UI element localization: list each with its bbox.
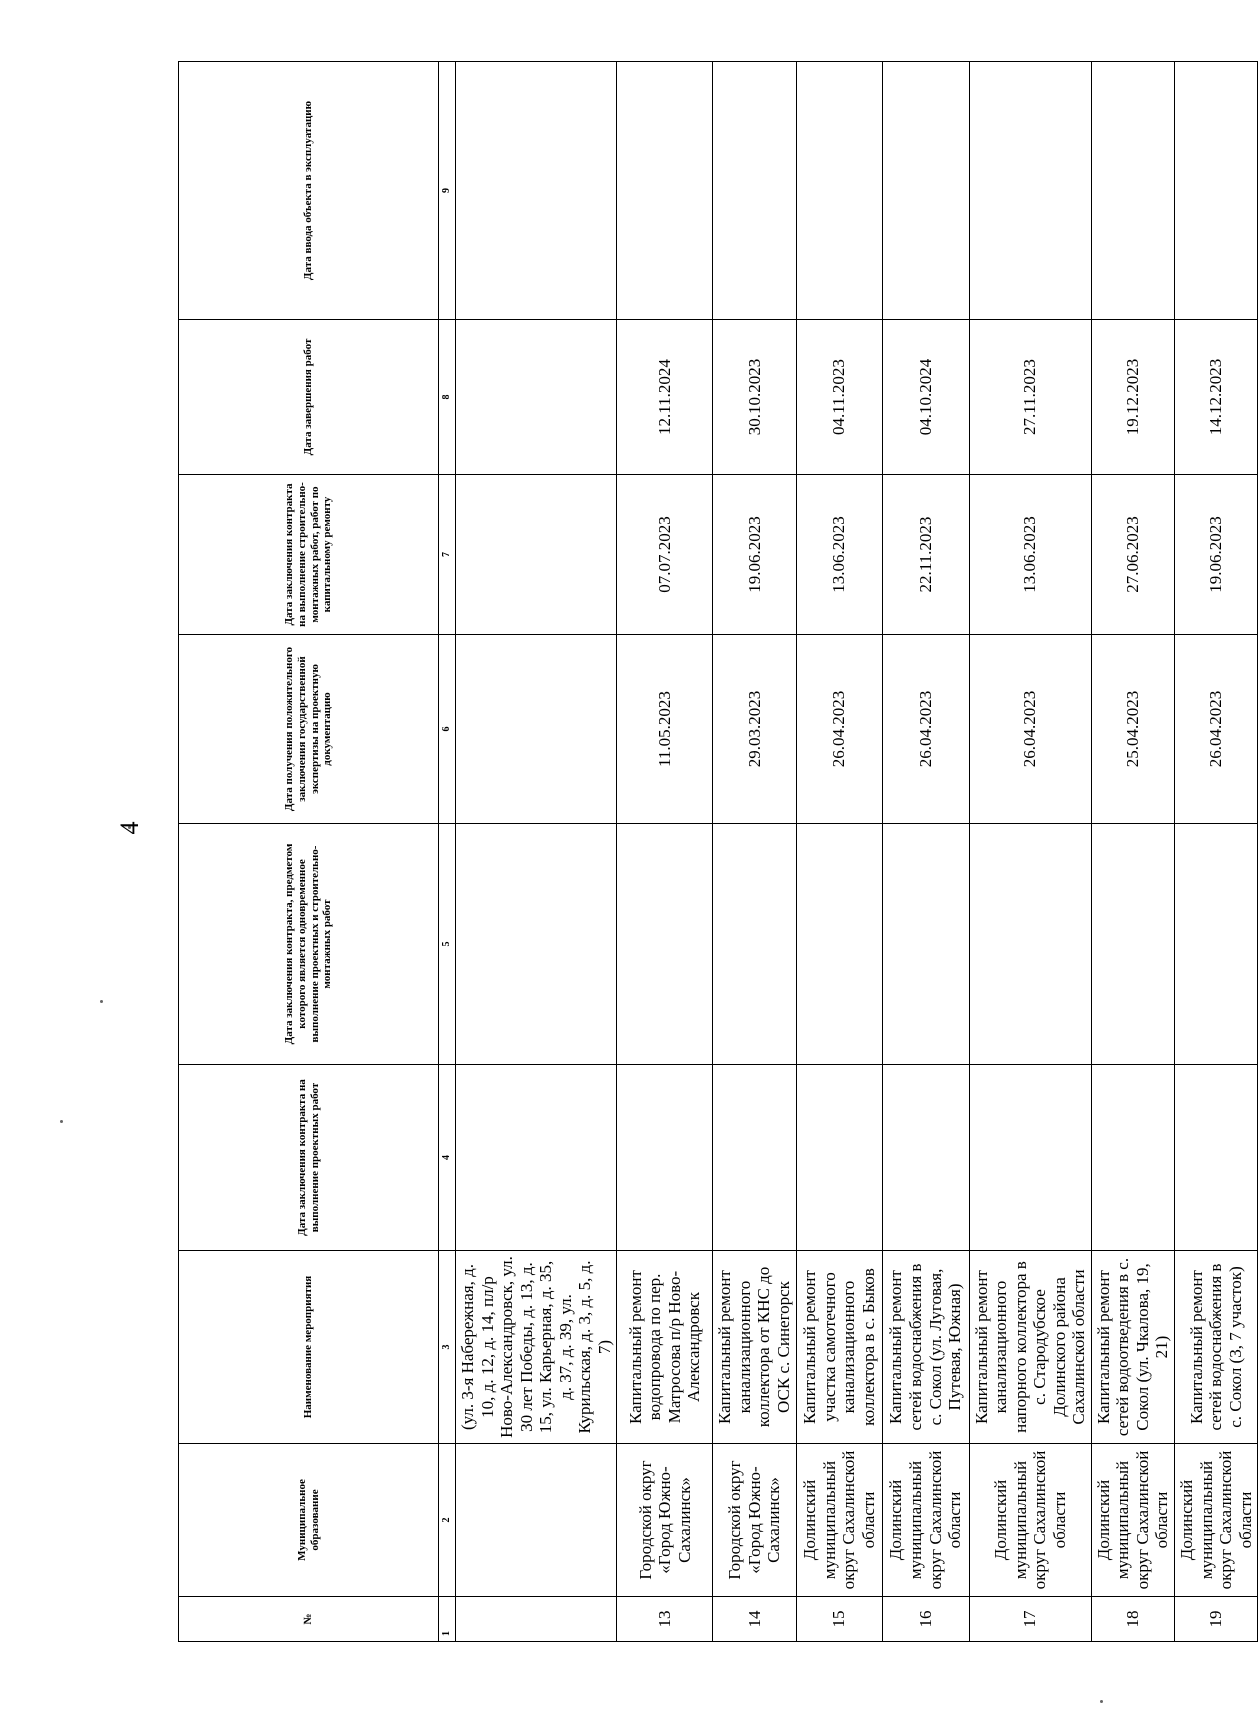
row-municipality: Долинский муниципальный округ Сахалинской области [796, 1444, 882, 1597]
row-construction-contract: 22.11.2023 [882, 475, 969, 635]
row-commissioning [1175, 62, 1258, 320]
row-combined-contract [617, 824, 713, 1065]
header-event: Наименование мероприятия [179, 1251, 439, 1444]
row-municipality: Долинский муниципальный округ Сахалинской области [1175, 1444, 1258, 1597]
table-row [1175, 62, 1258, 1642]
row-num: 19 [1175, 1597, 1258, 1642]
row-completion: 04.11.2023 [796, 320, 882, 475]
row-event: Капитальный ремонт участка самотечного канализационного коллектора в с. Быков [796, 1251, 882, 1444]
row-completion: 27.11.2023 [969, 320, 1091, 475]
row-municipality: Долинский муниципальный округ Сахалинской области [1091, 1444, 1174, 1597]
page-number: 4 [115, 821, 144, 835]
row-municipality: Городской округ «Город Южно-Сахалинск» [713, 1444, 796, 1597]
row-design-contract [713, 1065, 796, 1251]
column-number-row [439, 62, 456, 1642]
row-municipality [456, 1444, 617, 1597]
row-completion: 30.10.2023 [713, 320, 796, 475]
row-event: Капитальный ремонт водопровода по пер. Матросова п/р Ново-Александровск [617, 1251, 713, 1444]
row-combined-contract [882, 824, 969, 1065]
column-number: 9 [439, 62, 456, 320]
row-construction-contract: 19.06.2023 [1175, 475, 1258, 635]
row-combined-contract [796, 824, 882, 1065]
column-number: 7 [439, 475, 456, 635]
table-row [796, 62, 882, 1642]
header-design-contract: Дата заключения контракта на выполнение проектных работ [179, 1065, 439, 1251]
column-number: 6 [439, 635, 456, 824]
row-completion: 19.12.2023 [1091, 320, 1174, 475]
row-commissioning [796, 62, 882, 320]
column-number: 3 [439, 1251, 456, 1444]
row-construction-contract [456, 475, 617, 635]
scan-speck [100, 1000, 103, 1003]
row-commissioning [969, 62, 1091, 320]
header-municipality: Муниципальное образование [179, 1444, 439, 1597]
column-number: 5 [439, 824, 456, 1065]
row-construction-contract: 13.06.2023 [969, 475, 1091, 635]
row-construction-contract: 13.06.2023 [796, 475, 882, 635]
row-commissioning [617, 62, 713, 320]
table-row [969, 62, 1091, 1642]
row-municipality: Долинский муниципальный округ Сахалинской области [969, 1444, 1091, 1597]
row-event: Капитальный ремонт сетей водоснабжения в с. Сокол (3, 7 участок) [1175, 1251, 1258, 1444]
row-design-contract [1091, 1065, 1174, 1251]
row-construction-contract: 07.07.2023 [617, 475, 713, 635]
table-row [882, 62, 969, 1642]
scan-speck [60, 1120, 63, 1123]
column-number: 1 [439, 1597, 456, 1642]
header-num: № [179, 1597, 439, 1642]
column-number: 4 [439, 1065, 456, 1251]
row-completion: 04.10.2024 [882, 320, 969, 475]
header-expertise: Дата получения положительного заключения государственной экспертизы на проектную документацию [179, 635, 439, 824]
rotated-table-container [178, 62, 1255, 1642]
row-num: 18 [1091, 1597, 1174, 1642]
row-design-contract [617, 1065, 713, 1251]
header-commissioning: Дата ввода объекта в эксплуатацию [179, 62, 439, 320]
row-completion: 14.12.2023 [1175, 320, 1258, 475]
header-construction-contract: Дата заключения контракта на выполнение строительно-монтажных работ, работ по капитальному ремонту [179, 475, 439, 635]
row-commissioning [713, 62, 796, 320]
table-row [617, 62, 713, 1642]
row-design-contract [796, 1065, 882, 1251]
row-design-contract [456, 1065, 617, 1251]
row-num [456, 1597, 617, 1642]
row-expertise: 26.04.2023 [882, 635, 969, 824]
scan-speck [1100, 1700, 1103, 1703]
row-num: 13 [617, 1597, 713, 1642]
header-completion: Дата завершения работ [179, 320, 439, 475]
row-construction-contract: 19.06.2023 [713, 475, 796, 635]
row-expertise: 11.05.2023 [617, 635, 713, 824]
row-combined-contract [1091, 824, 1174, 1065]
row-design-contract [969, 1065, 1091, 1251]
row-municipality: Городской округ «Город Южно-Сахалинск» [617, 1444, 713, 1597]
row-municipality: Долинский муниципальный округ Сахалинской области [882, 1444, 969, 1597]
header-row [179, 62, 439, 1642]
row-num: 17 [969, 1597, 1091, 1642]
row-expertise: 25.04.2023 [1091, 635, 1174, 824]
column-number: 8 [439, 320, 456, 475]
row-event: Капитальный ремонт канализационного коллектора от КНС до ОСК с. Синегорск [713, 1251, 796, 1444]
row-combined-contract [456, 824, 617, 1065]
table-row [1091, 62, 1174, 1642]
row-combined-contract [713, 824, 796, 1065]
table-row [456, 62, 617, 1642]
events-table [178, 61, 1258, 1642]
row-event: Капитальный ремонт канализационного напорного коллектора в с. Стародубское Долинского района Сахалинской области [969, 1251, 1091, 1444]
row-commissioning [1091, 62, 1174, 320]
row-expertise: 26.04.2023 [796, 635, 882, 824]
row-event: Капитальный ремонт сетей водоотведения в с. Сокол (ул. Чкалова, 19, 21) [1091, 1251, 1174, 1444]
row-construction-contract: 27.06.2023 [1091, 475, 1174, 635]
row-expertise: 26.04.2023 [969, 635, 1091, 824]
row-combined-contract [969, 824, 1091, 1065]
row-event: Капитальный ремонт сетей водоснабжения в с. Сокол (ул. Луговая, Путевая, Южная) [882, 1251, 969, 1444]
row-event: (ул. 3-я Набережная, д. 10, д. 12, д. 14, пл/р Ново-Александровск, ул. 30 лет Победы, д. 13, д. 15, ул. Карьерная, д. 35, д. 37, д. 39, ул. Курильская, д. 3, д. 5, д. 7) [456, 1251, 617, 1444]
row-num: 16 [882, 1597, 969, 1642]
row-expertise: 26.04.2023 [1175, 635, 1258, 824]
row-commissioning [456, 62, 617, 320]
row-num: 15 [796, 1597, 882, 1642]
row-combined-contract [1175, 824, 1258, 1065]
row-design-contract [882, 1065, 969, 1251]
row-completion [456, 320, 617, 475]
table-row [713, 62, 796, 1642]
row-design-contract [1175, 1065, 1258, 1251]
row-expertise: 29.03.2023 [713, 635, 796, 824]
row-completion: 12.11.2024 [617, 320, 713, 475]
header-combined-contract: Дата заключения контракта, предметом которого является одновременное выполнение проектных и строительно-монтажных работ [179, 824, 439, 1065]
column-number: 2 [439, 1444, 456, 1597]
row-commissioning [882, 62, 969, 320]
row-num: 14 [713, 1597, 796, 1642]
row-expertise [456, 635, 617, 824]
